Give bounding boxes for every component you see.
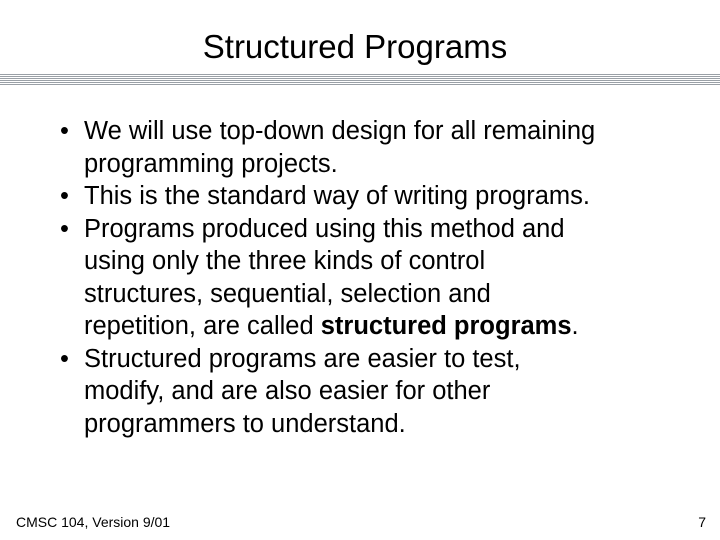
- bullet-line: programming projects.: [84, 149, 338, 178]
- page-number: 7: [698, 514, 706, 530]
- bullet-line: Programs produced using this method and: [84, 214, 565, 243]
- bullet-item-2: [60, 180, 700, 213]
- bullet-line: programmers to understand.: [84, 409, 406, 438]
- bullet-icon: •: [60, 117, 69, 145]
- bullet-item-3: [60, 213, 700, 343]
- bullet-item-4: [60, 343, 700, 441]
- bullet-icon: •: [60, 344, 69, 373]
- title-divider: [0, 74, 720, 86]
- bullet-text: .: [571, 312, 579, 340]
- bullet-line: modify, and are also easier for other: [84, 377, 491, 405]
- bullet-line: We will use top-down design for all remaining: [84, 117, 596, 145]
- bullet-line: using only the three kinds of control: [84, 247, 486, 275]
- bullet-line: This is the standard way of writing programs.: [84, 182, 590, 210]
- emphasis-term: structured programs: [320, 312, 572, 340]
- slide-title: Structured Programs: [202, 28, 508, 65]
- bullet-list: [60, 115, 700, 440]
- bullet-item-1: [60, 115, 700, 180]
- bullet-icon: •: [60, 182, 69, 210]
- footer-course: CMSC 104, Version 9/01: [16, 514, 171, 530]
- bullet-line: structures, sequential, selection and: [84, 279, 491, 308]
- bullet-text: repetition, are called: [84, 312, 321, 340]
- bullet-line: Structured programs are easier to test,: [84, 344, 521, 373]
- bullet-line: [84, 310, 700, 343]
- bullet-icon: •: [60, 214, 69, 243]
